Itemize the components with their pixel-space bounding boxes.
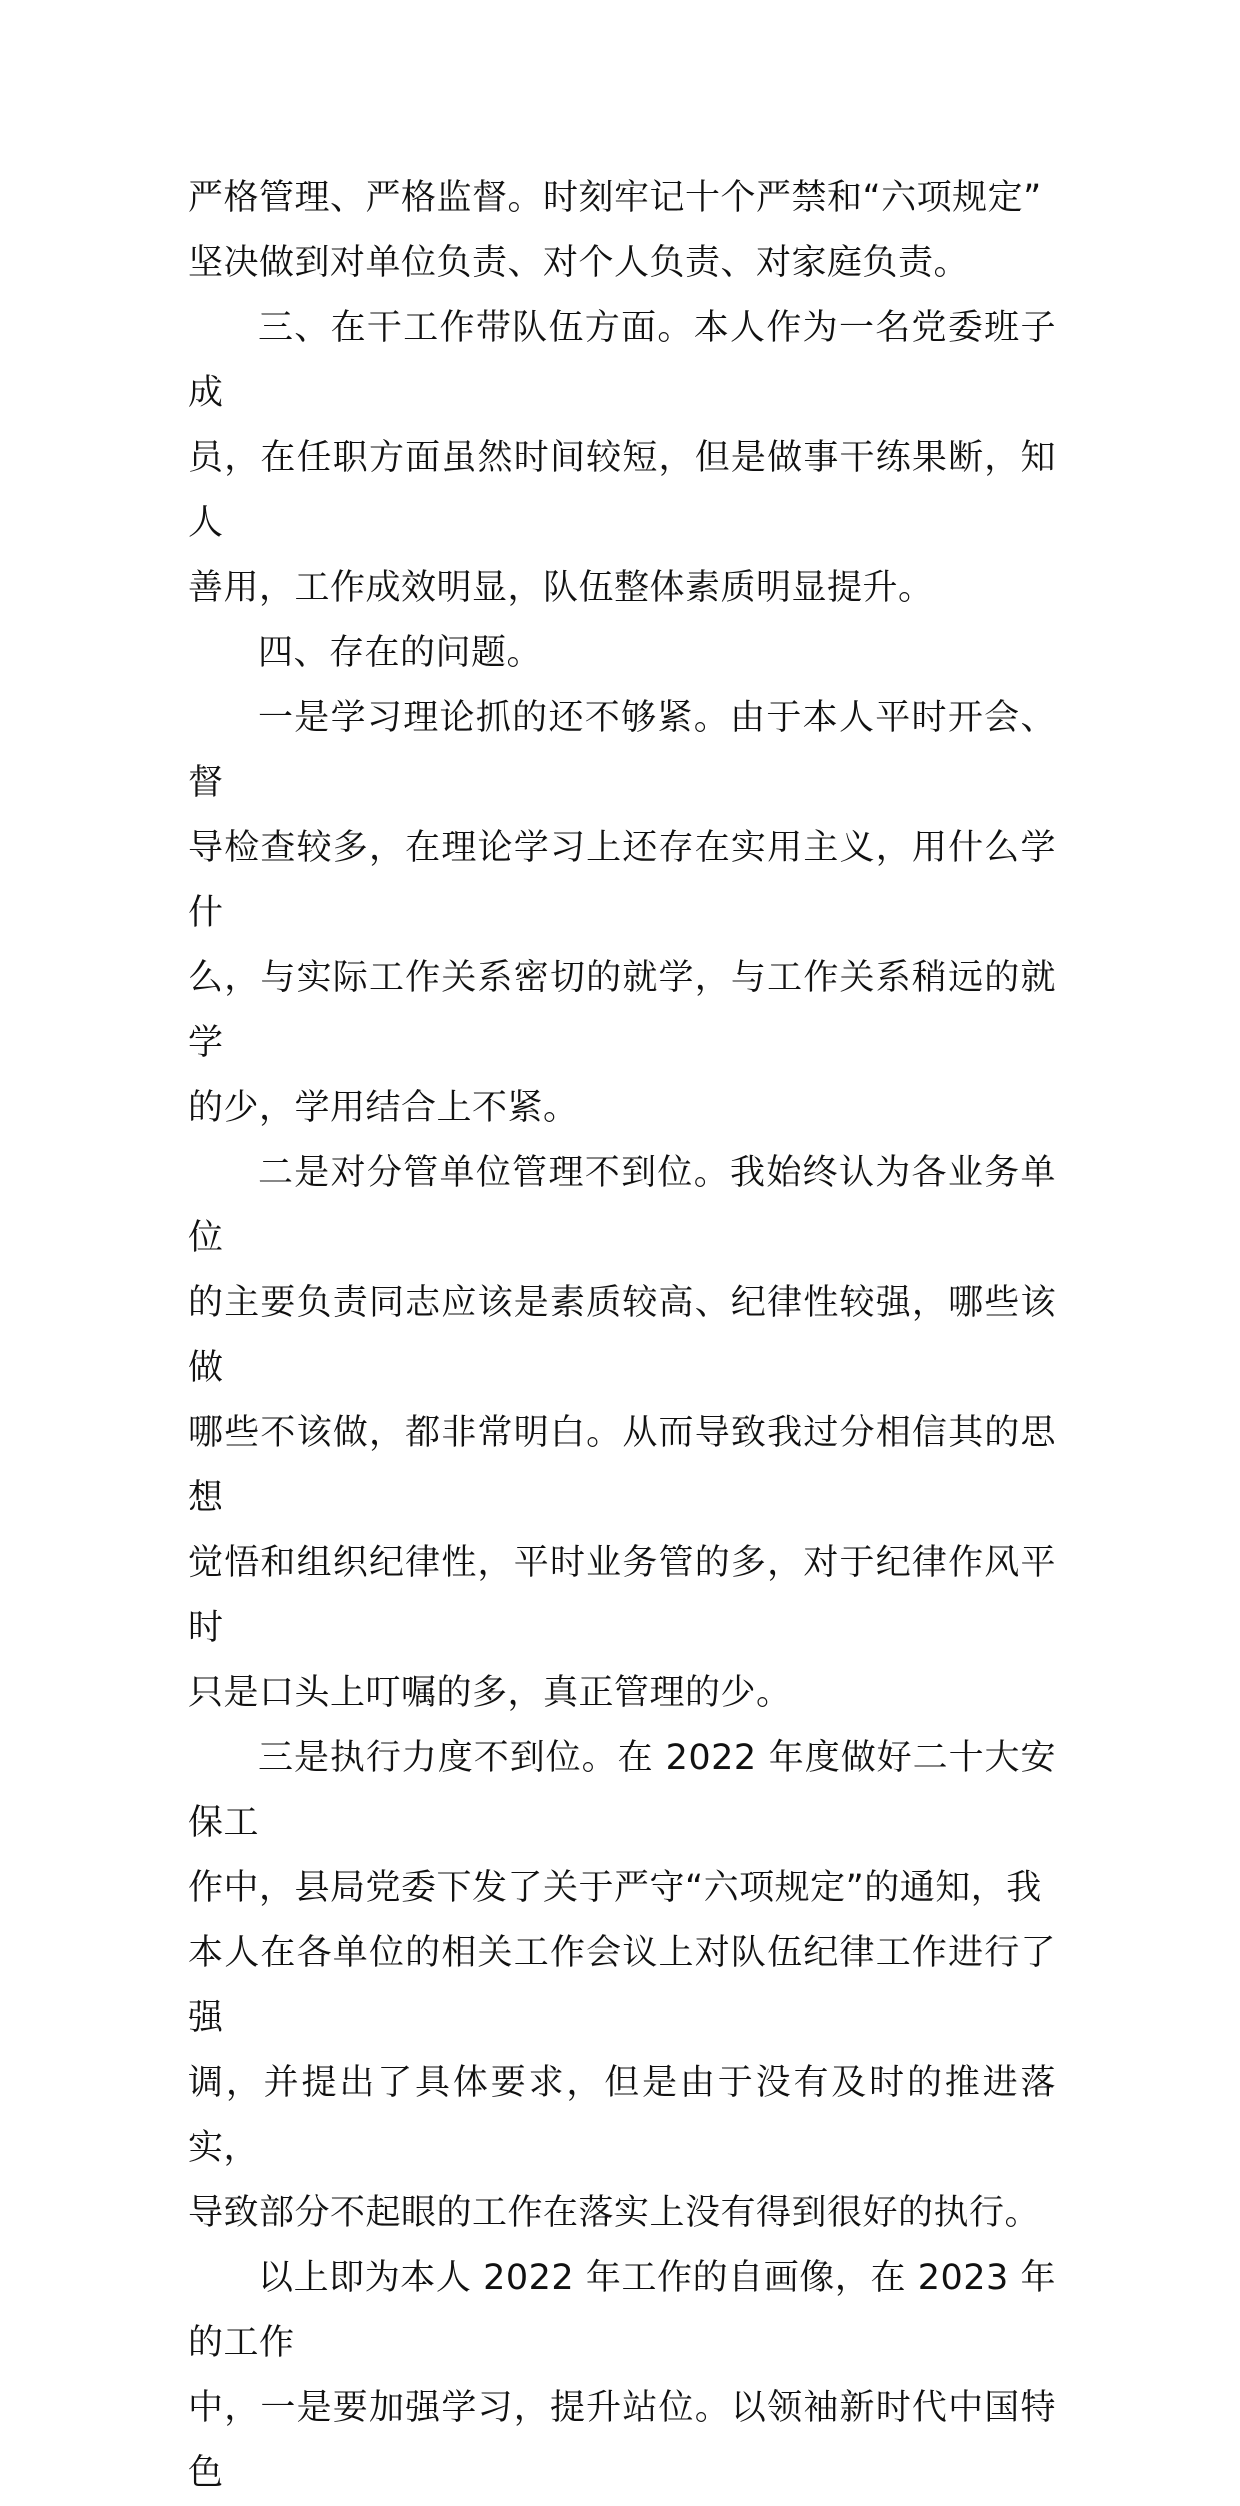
line: 严格管理、严格监督。时刻牢记十个严禁和“六项规定” (188, 178, 1042, 218)
line: 调，并提出了具体要求，但是由于没有及时的推进落实， (188, 2063, 1056, 2168)
line: 哪些不该做，都非常明白。从而导致我过分相信其的思想 (188, 1413, 1056, 1518)
line: 三是执行力度不到位。在 2022 年度做好二十大安保工 (188, 1738, 1056, 1843)
line: 导检查较多，在理论学习上还存在实用主义，用什么学什 (188, 828, 1056, 933)
line: 么，与实际工作关系密切的就学，与工作关系稍远的就学 (188, 958, 1056, 1063)
line: 的主要负责同志应该是素质较高、纪律性较强，哪些该做 (188, 1283, 1056, 1388)
line: 以上即为本人 2022 年工作的自画像，在 2023 年的工作 (188, 2258, 1056, 2363)
line: 导致部分不起眼的工作在落实上没有得到很好的执行。 (188, 2193, 1041, 2233)
paragraph-3-heading (188, 621, 1056, 686)
line: 作中，县局党委下发了关于严守“六项规定”的通知，我 (188, 1868, 1042, 1908)
paragraph-4 (188, 686, 1056, 1141)
paragraph-5 (188, 1141, 1056, 1726)
line: 中，一是要加强学习，提升站位。以领袖新时代中国特色 (188, 2388, 1056, 2493)
line: 只是口头上叮嘱的多，真正管理的少。 (188, 1673, 792, 1713)
line: 的少，学用结合上不紧。 (188, 1088, 579, 1128)
line: 觉悟和组织纪律性，平时业务管的多，对于纪律作风平时 (188, 1543, 1056, 1648)
line: 三、在干工作带队伍方面。本人作为一名党委班子成 (188, 308, 1056, 413)
line: 善用，工作成效明显，队伍整体素质明显提升。 (188, 568, 934, 608)
paragraph-6 (188, 1726, 1056, 2246)
paragraph-1 (188, 166, 1056, 296)
document-body (188, 166, 1056, 2506)
line: 二是对分管单位管理不到位。我始终认为各业务单位 (188, 1153, 1056, 1258)
line: 本人在各单位的相关工作会议上对队伍纪律工作进行了强 (188, 1933, 1056, 2038)
line: 员，在任职方面虽然时间较短，但是做事干练果断，知人 (188, 438, 1056, 543)
line: 四、存在的问题。 (258, 633, 543, 673)
line: 一是学习理论抓的还不够紧。由于本人平时开会、督 (188, 698, 1056, 803)
line: 坚决做到对单位负责、对个人负责、对家庭负责。 (188, 243, 970, 283)
paragraph-2 (188, 296, 1056, 621)
paragraph-7 (188, 2246, 1056, 2506)
